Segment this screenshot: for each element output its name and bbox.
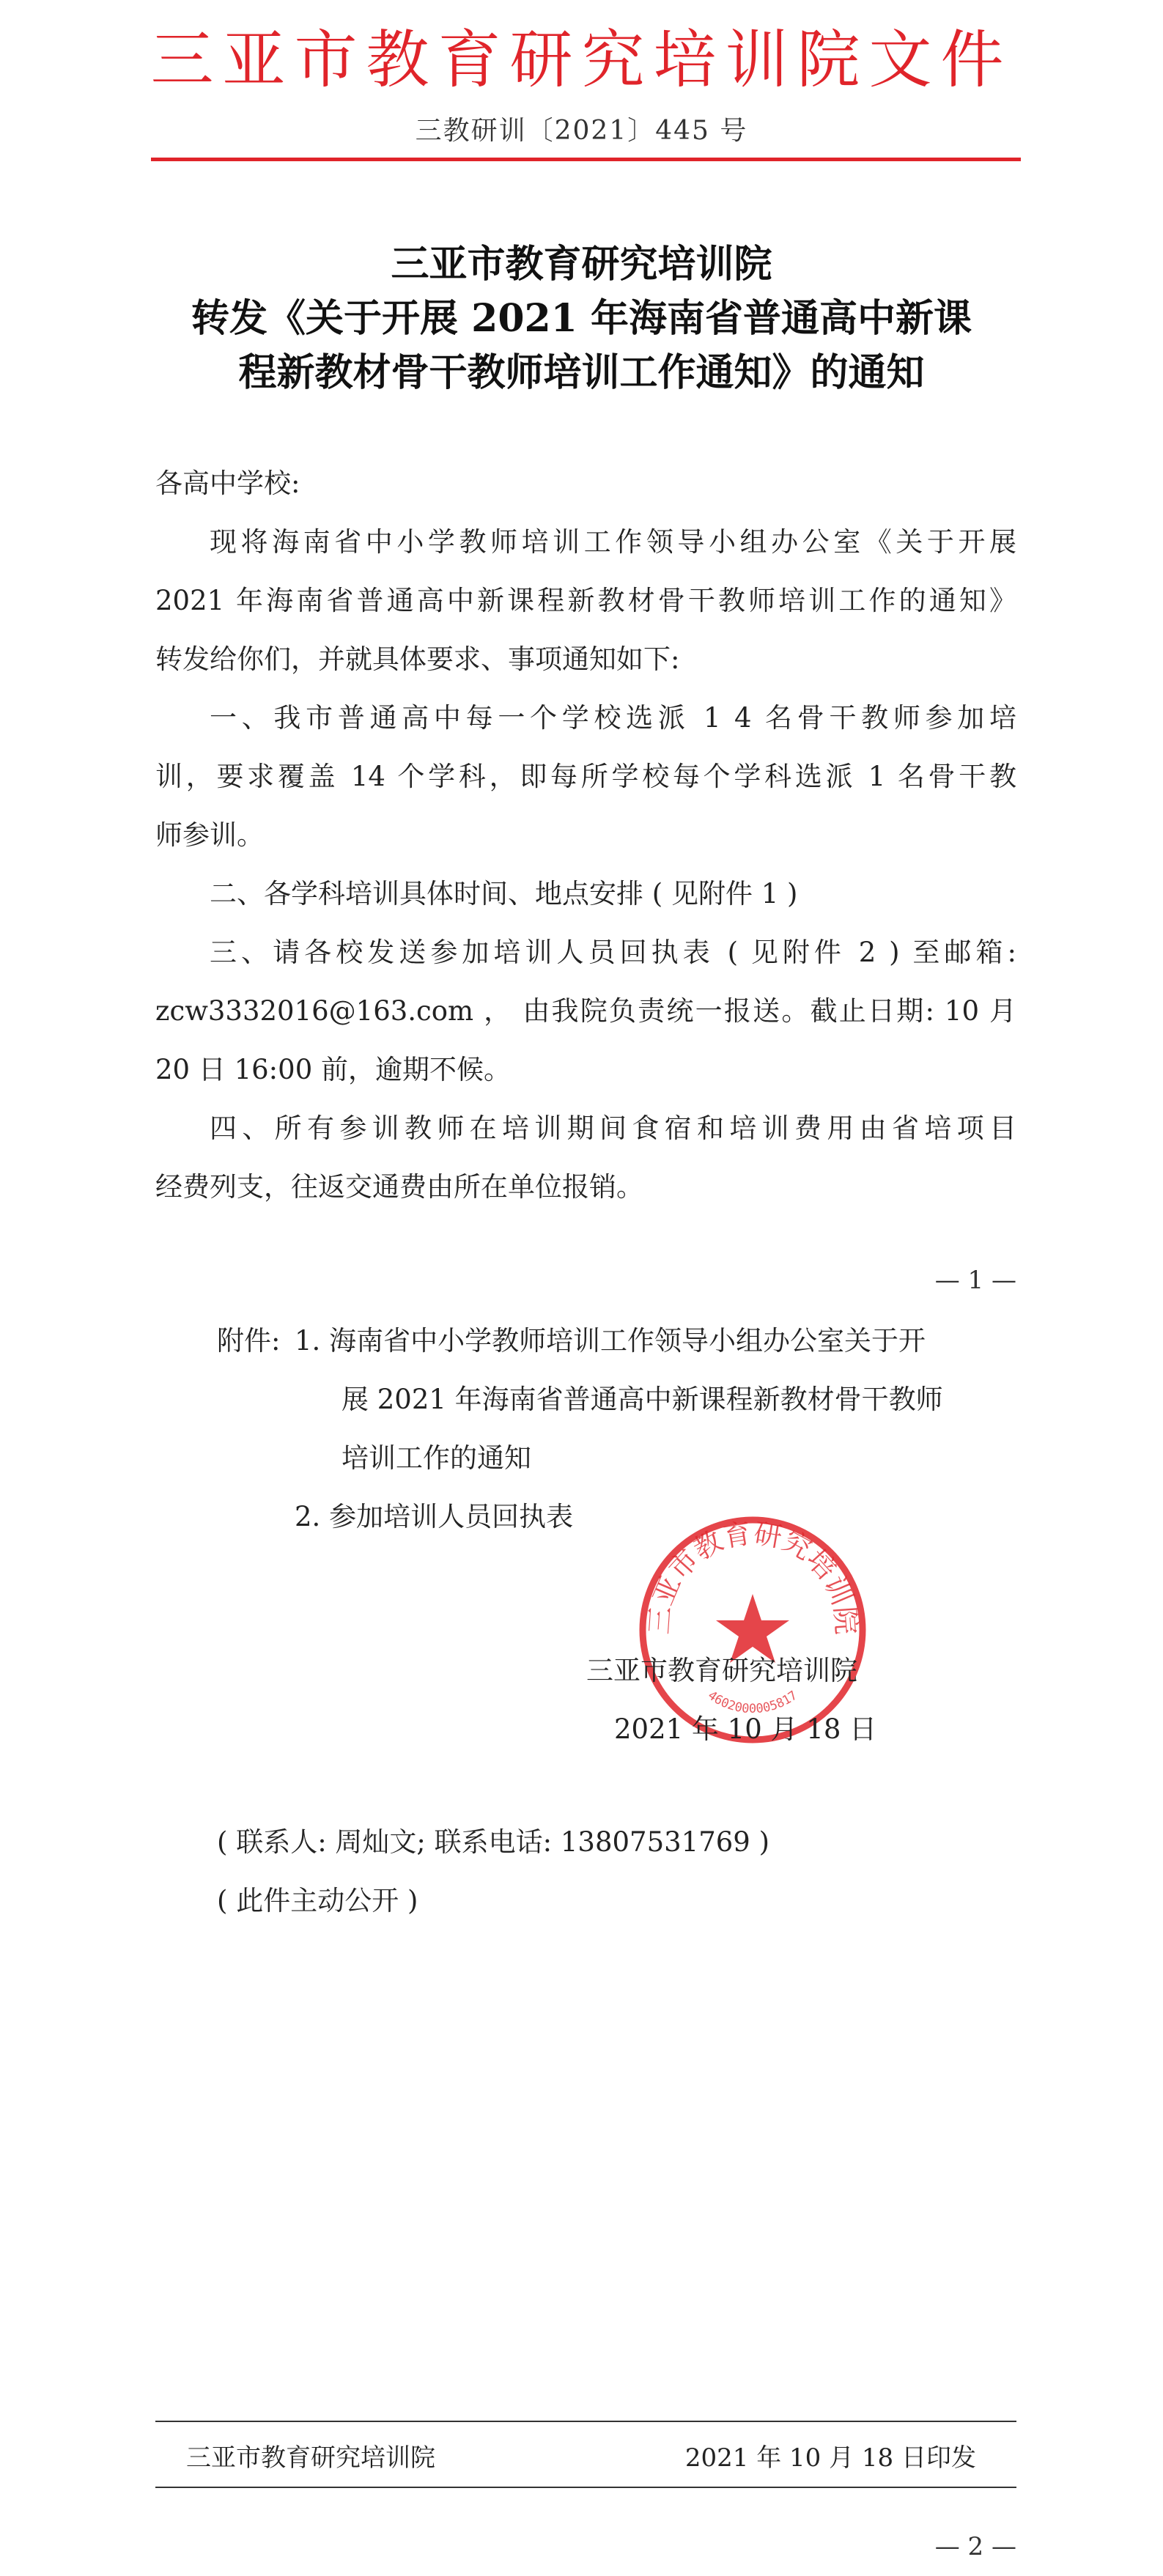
file-header-title: 三亚市教育研究培训院文件 bbox=[150, 23, 1013, 97]
paragraph-5-line-1: 四、所有参训教师在培训期间食宿和培训费用由省培项目 bbox=[210, 1112, 1016, 1144]
attachments-label: 附件: bbox=[217, 1325, 281, 1357]
paragraph-2-line-1: 一、我市普通高中每一个学校选派 1 4 名骨干教师参加培 bbox=[210, 702, 1016, 734]
public-note: ( 此件主动公开 ) bbox=[217, 1885, 418, 1916]
attachment-1-line-1: 1. 海南省中小学教师培训工作领导小组办公室关于开 bbox=[295, 1325, 926, 1357]
paragraph-1-line-3: 转发给你们，并就具体要求、事项通知如下: bbox=[155, 643, 680, 675]
title-line-2: 转发《关于开展 2021 年海南省普通高中新课 bbox=[191, 296, 972, 341]
attachment-2: 2. 参加培训人员回执表 bbox=[295, 1501, 574, 1532]
document-number: 三教研训〔2021〕445 号 bbox=[415, 116, 748, 146]
paragraph-5-line-2: 经费列支，往返交通费由所在单位报销。 bbox=[155, 1171, 643, 1203]
seal-text: 三亚市教育研究培训院 bbox=[643, 1516, 863, 1636]
signature-date: 2021 年 10 月 18 日 bbox=[614, 1713, 877, 1745]
footer-print-date: 2021 年 10 月 18 日印发 bbox=[684, 2443, 976, 2473]
seal-code: 4602000005817 bbox=[705, 1688, 800, 1717]
contact-info: ( 联系人: 周灿文; 联系电话: 13807531769 ) bbox=[217, 1826, 770, 1858]
signature-org: 三亚市教育研究培训院 bbox=[586, 1655, 857, 1686]
attachment-1-line-2: 展 2021 年海南省普通高中新课程新教材骨干教师 bbox=[341, 1384, 943, 1415]
paragraph-4-line-2: zcw3332016@163.com ， 由我院负责统一报送。截止日期: 10 月 bbox=[155, 995, 1016, 1027]
footer-bottom-rule bbox=[155, 2487, 1016, 2488]
footer-org: 三亚市教育研究培训院 bbox=[186, 2443, 435, 2473]
paragraph-2-line-2: 训，要求覆盖 14 个学科，即每所学校每个学科选派 1 名骨干教 bbox=[155, 761, 1016, 792]
paragraph-4-line-1: 三、请各校发送参加培训人员回执表 ( 见附件 2 ) 至邮箱: bbox=[210, 937, 1016, 968]
paragraph-4-line-3: 20 日 16:00 前，逾期不候。 bbox=[155, 1054, 511, 1085]
header-red-rule bbox=[151, 158, 1021, 161]
paragraph-1-line-1: 现将海南省中小学教师培训工作领导小组办公室《关于开展 bbox=[210, 526, 1016, 558]
page-number-1: — 1 — bbox=[934, 1266, 1016, 1295]
page-number-2: — 2 — bbox=[934, 2532, 1016, 2561]
title-line-3: 程新教材骨干教师培训工作通知》的通知 bbox=[238, 350, 925, 395]
paragraph-1-line-2: 2021 年海南省普通高中新课程新教材骨干教师培训工作的通知》 bbox=[155, 585, 1016, 616]
attachment-1-line-3: 培训工作的通知 bbox=[341, 1442, 531, 1474]
paragraph-2-line-3: 师参训。 bbox=[155, 819, 264, 851]
title-line-1: 三亚市教育研究培训院 bbox=[391, 242, 772, 287]
salutation: 各高中学校: bbox=[155, 468, 300, 499]
footer-top-rule bbox=[155, 2421, 1016, 2422]
paragraph-3: 二、各学科培训具体时间、地点安排 ( 见附件 1 ) bbox=[210, 878, 798, 909]
